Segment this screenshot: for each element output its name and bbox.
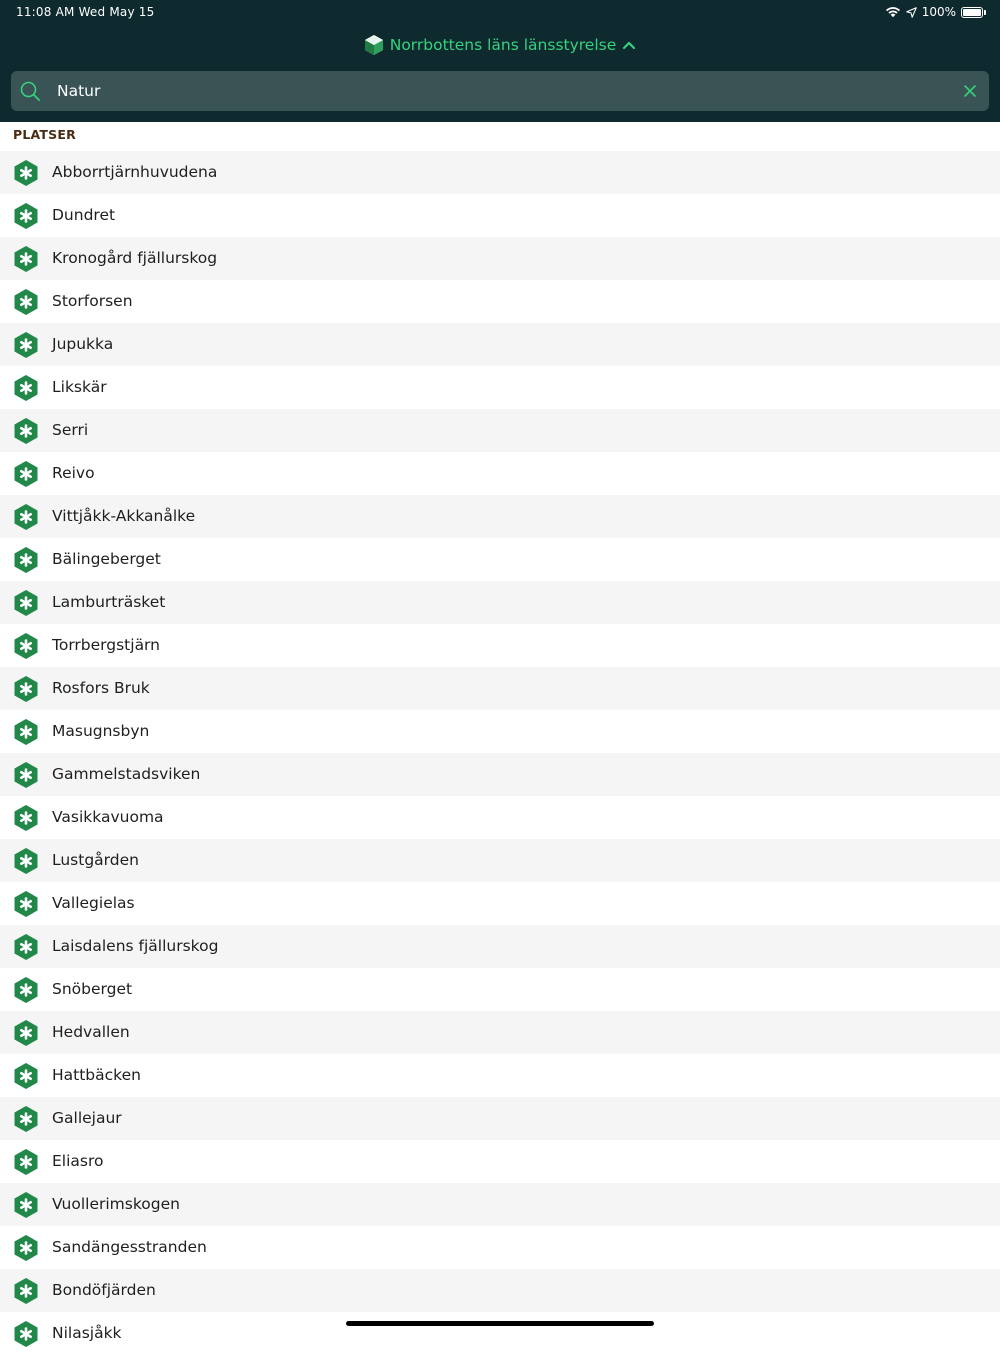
list-item[interactable] bbox=[0, 409, 1000, 452]
organization-title: Norrbottens läns länsstyrelse bbox=[389, 36, 617, 54]
list-item[interactable] bbox=[0, 151, 1000, 194]
nature-reserve-hexagon-icon bbox=[12, 245, 40, 273]
list-item[interactable] bbox=[0, 495, 1000, 538]
list-item-label: Likskär bbox=[52, 378, 107, 396]
list-item[interactable] bbox=[0, 1054, 1000, 1097]
list-item-label: Dundret bbox=[52, 206, 116, 224]
nature-reserve-hexagon-icon bbox=[12, 1234, 40, 1262]
list-item-label: Nilasjåkk bbox=[52, 1324, 122, 1342]
list-item-label: Gallejaur bbox=[52, 1109, 122, 1127]
status-bar bbox=[0, 0, 1000, 24]
list-item-label: Vittjåkk-Akkanålke bbox=[52, 507, 196, 525]
nature-reserve-hexagon-icon bbox=[12, 718, 40, 746]
list-item-label: Eliasro bbox=[52, 1152, 104, 1170]
list-item[interactable] bbox=[0, 237, 1000, 280]
nature-reserve-hexagon-icon bbox=[12, 546, 40, 574]
list-item[interactable] bbox=[0, 280, 1000, 323]
list-item[interactable] bbox=[0, 323, 1000, 366]
list-item[interactable] bbox=[0, 1269, 1000, 1312]
close-icon[interactable] bbox=[963, 84, 977, 98]
list-item[interactable] bbox=[0, 753, 1000, 796]
list-item-label: Snöberget bbox=[52, 980, 133, 998]
list-item[interactable] bbox=[0, 796, 1000, 839]
list-item[interactable] bbox=[0, 538, 1000, 581]
list-item[interactable] bbox=[0, 1140, 1000, 1183]
list-item[interactable] bbox=[0, 882, 1000, 925]
results-list bbox=[0, 151, 1000, 1355]
nature-reserve-hexagon-icon bbox=[12, 159, 40, 187]
nature-reserve-hexagon-icon bbox=[12, 976, 40, 1004]
list-item-label: Bälingeberget bbox=[52, 550, 161, 568]
list-item-label: Lamburträsket bbox=[52, 593, 166, 611]
chevron-up-icon bbox=[622, 40, 636, 50]
list-item-label: Sandängesstranden bbox=[52, 1238, 207, 1256]
list-item[interactable] bbox=[0, 366, 1000, 409]
list-item-label: Laisdalens fjällurskog bbox=[52, 937, 219, 955]
list-item-label: Bondöfjärden bbox=[52, 1281, 156, 1299]
list-item-label: Lustgården bbox=[52, 851, 139, 869]
nature-reserve-hexagon-icon bbox=[12, 847, 40, 875]
battery-percent: 100% bbox=[921, 5, 956, 19]
list-item-label: Rosfors Bruk bbox=[52, 679, 150, 697]
list-item-label: Vasikkavuoma bbox=[52, 808, 164, 826]
list-item[interactable] bbox=[0, 839, 1000, 882]
nature-reserve-hexagon-icon bbox=[12, 331, 40, 359]
nature-reserve-hexagon-icon bbox=[12, 890, 40, 918]
hexagon-logo-icon bbox=[364, 34, 384, 56]
list-item[interactable] bbox=[0, 452, 1000, 495]
nature-reserve-hexagon-icon bbox=[12, 1191, 40, 1219]
organization-selector[interactable] bbox=[0, 30, 1000, 60]
list-item-label: Reivo bbox=[52, 464, 95, 482]
list-item[interactable] bbox=[0, 194, 1000, 237]
nature-reserve-hexagon-icon bbox=[12, 761, 40, 789]
list-item[interactable] bbox=[0, 581, 1000, 624]
nature-reserve-hexagon-icon bbox=[12, 589, 40, 617]
nature-reserve-hexagon-icon bbox=[12, 632, 40, 660]
list-item-label: Abborrtjärnhuvudena bbox=[52, 163, 218, 181]
list-item-label: Torrbergstjärn bbox=[52, 636, 160, 654]
list-item-label: Serri bbox=[52, 421, 89, 439]
list-item[interactable] bbox=[0, 1097, 1000, 1140]
list-item-label: Hattbäcken bbox=[52, 1066, 141, 1084]
list-item[interactable] bbox=[0, 1183, 1000, 1226]
location-arrow-icon bbox=[906, 7, 917, 18]
nature-reserve-hexagon-icon bbox=[12, 417, 40, 445]
nature-reserve-hexagon-icon bbox=[12, 675, 40, 703]
nature-reserve-hexagon-icon bbox=[12, 1105, 40, 1133]
wifi-icon bbox=[885, 6, 901, 18]
nature-reserve-hexagon-icon bbox=[12, 1062, 40, 1090]
nature-reserve-hexagon-icon bbox=[12, 1277, 40, 1305]
list-item[interactable] bbox=[0, 1226, 1000, 1269]
battery-icon bbox=[961, 7, 983, 18]
list-item-label: Kronogård fjällurskog bbox=[52, 249, 218, 267]
status-indicators bbox=[885, 4, 986, 20]
nature-reserve-hexagon-icon bbox=[12, 1019, 40, 1047]
app-header bbox=[0, 0, 1000, 122]
nature-reserve-hexagon-icon bbox=[12, 288, 40, 316]
nature-reserve-hexagon-icon bbox=[12, 1148, 40, 1176]
list-item[interactable] bbox=[0, 667, 1000, 710]
list-item[interactable] bbox=[0, 925, 1000, 968]
search-field[interactable] bbox=[11, 71, 989, 111]
home-indicator bbox=[346, 1321, 654, 1326]
list-item[interactable] bbox=[0, 968, 1000, 1011]
list-item-label: Masugnsbyn bbox=[52, 722, 150, 740]
list-item[interactable] bbox=[0, 624, 1000, 667]
nature-reserve-hexagon-icon bbox=[12, 933, 40, 961]
nature-reserve-hexagon-icon bbox=[12, 202, 40, 230]
list-item-label: Gammelstadsviken bbox=[52, 765, 201, 783]
list-item-label: Vallegielas bbox=[52, 894, 135, 912]
nature-reserve-hexagon-icon bbox=[12, 374, 40, 402]
list-item-label: Hedvallen bbox=[52, 1023, 130, 1041]
nature-reserve-hexagon-icon bbox=[12, 804, 40, 832]
search-input[interactable]: Natur bbox=[57, 82, 101, 100]
list-item-label: Jupukka bbox=[52, 335, 114, 353]
section-header-places: PLATSER bbox=[13, 127, 76, 142]
list-item[interactable] bbox=[0, 710, 1000, 753]
search-icon bbox=[19, 80, 41, 102]
nature-reserve-hexagon-icon bbox=[12, 503, 40, 531]
nature-reserve-hexagon-icon bbox=[12, 460, 40, 488]
list-item-label: Vuollerimskogen bbox=[52, 1195, 180, 1213]
list-item-label: Storforsen bbox=[52, 292, 133, 310]
battery-tip bbox=[984, 10, 986, 15]
list-item[interactable] bbox=[0, 1011, 1000, 1054]
status-time: 11:08 AM Wed May 15 bbox=[16, 5, 155, 19]
nature-reserve-hexagon-icon bbox=[12, 1320, 40, 1348]
